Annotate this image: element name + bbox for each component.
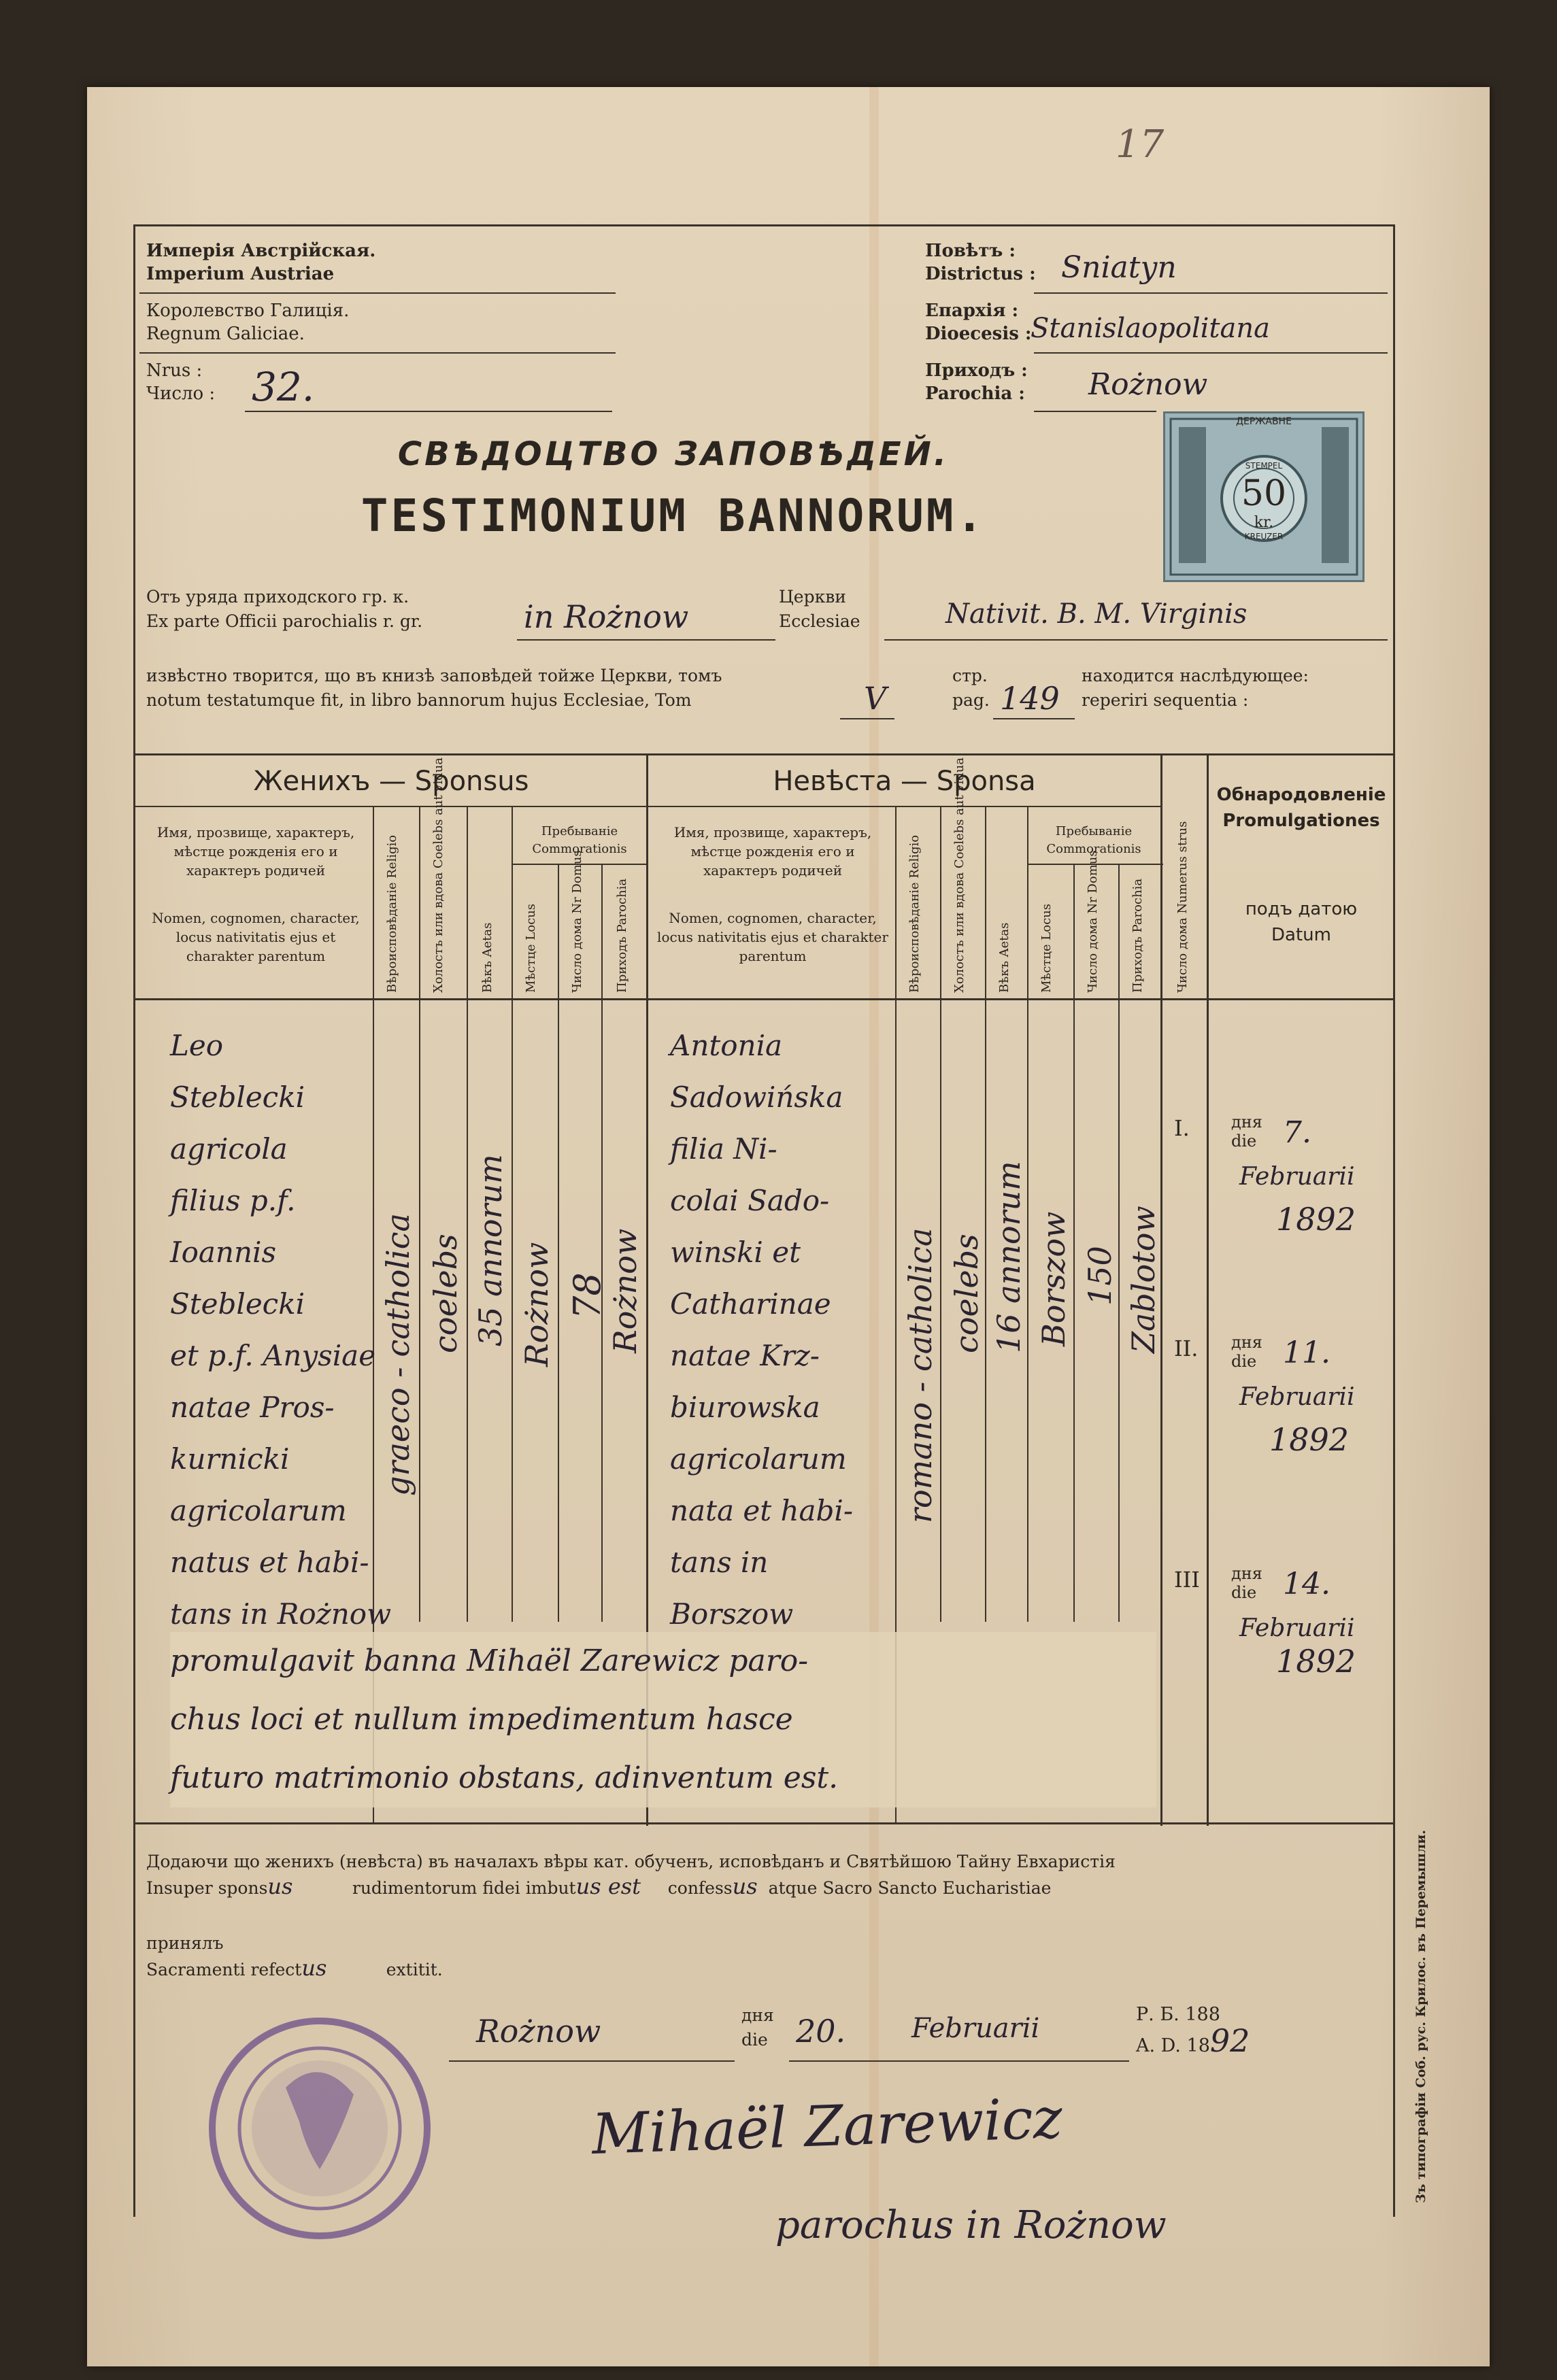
- dioecesis-label: Dioecesis :: [925, 324, 1032, 344]
- groom-line: filius p.f.: [170, 1184, 296, 1217]
- dioecesis-value: Stanislaopolitana: [1031, 313, 1270, 344]
- eparchia-label: Епархія :: [925, 301, 1019, 321]
- promulgation-day: 11.: [1283, 1336, 1330, 1370]
- col-rule: [1073, 864, 1075, 1622]
- col-rule: [1118, 864, 1120, 1622]
- header-parochia: [925, 359, 1028, 405]
- bride-heading: Невѣста — Sponsa: [773, 766, 1036, 797]
- intro-office: [146, 585, 422, 634]
- bride-coelebs-value: coelebs: [948, 1234, 985, 1353]
- stamp-ring-top: STEMPEL: [1245, 461, 1283, 471]
- intro-book-ru: извѣстно творится, що въ книзѣ заповѣдей тойже Церкви, томъ: [146, 666, 722, 685]
- bride-col-coelebs: Холостъ или вдова Coelebs aut vidua: [952, 757, 967, 993]
- bride-col-parochia: Приходъ Parochia: [1131, 878, 1145, 993]
- groom-line: natae Pros-: [170, 1391, 335, 1424]
- bride-line: filia Ni-: [670, 1132, 777, 1166]
- kingdom-la: Regnum Galiciae.: [146, 324, 305, 344]
- bride-name-col-ru: Имя, прозвище, характеръ, мѣстце рожденія его и характеръ родичей: [673, 824, 872, 879]
- groom-col-domus: Число дома Nr Domus: [570, 850, 584, 993]
- rule: [993, 718, 1075, 719]
- bride-commorationis: Пребываніе Commorationis: [1046, 824, 1141, 856]
- printer-imprint: Зъ типографіи Соб. рус. Крилос. въ Перемышли.: [1413, 1830, 1428, 2203]
- groom-domus-value: 78: [566, 1272, 609, 1319]
- promulgation-day: 7.: [1283, 1115, 1311, 1150]
- bride-line: colai Sado-: [670, 1184, 830, 1217]
- bride-col-aetas: Вѣкъ Aetas: [997, 922, 1011, 993]
- footer-date-day: 20.: [796, 2013, 846, 2050]
- footer-ad: A. D. 18: [1136, 2035, 1210, 2056]
- stamp-top-text: ДЕРЖАВНЕ: [1236, 416, 1292, 427]
- promulgation-roman: III: [1174, 1567, 1200, 1593]
- church-value: Nativit. B. M. Virginis: [945, 598, 1248, 630]
- promulgation-roman: II.: [1174, 1336, 1199, 1361]
- promulgation-month: Februarii: [1239, 1383, 1355, 1411]
- bride-line: agricolarum: [670, 1442, 847, 1476]
- remark-text: [170, 1632, 1156, 1807]
- tom-value: V: [864, 680, 887, 717]
- priest-signature: Mihaël Zarewicz: [590, 2086, 1064, 2168]
- footer-ru-2: принялъ: [146, 1933, 224, 1953]
- page-value: 149: [1000, 680, 1060, 717]
- chislo-label: Число :: [146, 384, 216, 404]
- rule: [139, 292, 616, 294]
- groom-aetas-value: 35 annorum: [472, 1154, 509, 1346]
- bride-line: Catharinae: [670, 1287, 831, 1321]
- footer-fill: us: [267, 1873, 293, 1899]
- str-la: pag.: [952, 690, 990, 710]
- empire-ru: Имперія Австрійская.: [146, 241, 376, 261]
- parish-seal-icon: [204, 2013, 435, 2244]
- header-dioecesis: [925, 299, 1031, 345]
- promulgation-year: 1892: [1276, 1643, 1356, 1680]
- footer-fill: us est: [575, 1873, 641, 1899]
- footer-date-month: Februarii: [911, 2013, 1040, 2044]
- groom-line: tans in Rożnow: [170, 1597, 392, 1631]
- footer-die: die: [741, 2030, 768, 2050]
- bride-line: Sadowińska: [670, 1081, 843, 1114]
- church-ru: Церкви: [779, 587, 846, 607]
- bride-col-domus: Число дома Nr Domus: [1086, 850, 1100, 993]
- groom-col-aetas: Вѣкъ Aetas: [480, 922, 495, 993]
- rule: [139, 352, 616, 354]
- footer-fill: us: [732, 1873, 758, 1899]
- header-districtus: [925, 239, 1036, 286]
- bride-aetas-value: 16 annorum: [990, 1161, 1027, 1353]
- rule: [789, 2060, 1129, 2062]
- promulgation-month: Februarii: [1239, 1614, 1355, 1642]
- stamp-value: 50: [1241, 473, 1287, 514]
- die-label: die: [1231, 1132, 1257, 1151]
- die-label: die: [1231, 1352, 1257, 1371]
- bride-line: Antonia: [670, 1029, 783, 1062]
- intro-office-ru: Отъ уряда приходского гр. к.: [146, 587, 409, 607]
- rule: [1034, 352, 1388, 354]
- col-rule: [558, 864, 559, 1622]
- groom-line: Steblecki: [170, 1287, 305, 1321]
- frame-right: [1393, 224, 1395, 2217]
- bride-entry: [670, 1020, 853, 1640]
- intro-office-la: Ex parte Officii parochialis r. gr.: [146, 611, 423, 631]
- footer-la-1a: Insuper spons: [146, 1878, 268, 1898]
- header-empire: [146, 239, 375, 286]
- promul-la: Promulgationes: [1222, 811, 1380, 831]
- groom-line: Steblecki: [170, 1081, 305, 1114]
- tail-la: reperiri sequentia :: [1082, 690, 1249, 710]
- dnya-label: дня: [1231, 1333, 1262, 1352]
- date-heading: [1209, 896, 1393, 948]
- col-rule: [985, 806, 986, 1622]
- promulgation-day-label: [1231, 1333, 1262, 1371]
- footer-la-1d: atque Sacro Sancto Eucharistiae: [768, 1878, 1052, 1898]
- groom-line: Leo: [170, 1029, 224, 1062]
- title-la: TESTIMONIUM BANNORUM.: [361, 490, 986, 542]
- date-la: Datum: [1271, 925, 1331, 945]
- footer-la-1: [146, 1874, 1116, 1901]
- table-head-bottom: [133, 998, 1394, 1000]
- rule: [1034, 292, 1388, 294]
- groom-line: agricolarum: [170, 1494, 347, 1527]
- groom-entry: [170, 1020, 391, 1640]
- paper-crease: [869, 87, 879, 2366]
- church-la: Ecclesiae: [779, 611, 860, 631]
- groom-line: Ioannis: [170, 1236, 277, 1269]
- footer-la-2a: Sacramenti refect: [146, 1960, 302, 1979]
- bride-locus-value: Borszow: [1035, 1211, 1072, 1346]
- frame-left: [133, 224, 135, 2217]
- rule: [884, 639, 1388, 641]
- intro-book: [146, 664, 722, 713]
- dnya-label: дня: [1231, 1564, 1262, 1583]
- footer-la-1c: confess: [667, 1878, 733, 1898]
- col-rule: [467, 806, 468, 1622]
- rule: [840, 718, 894, 719]
- bride-line: winski et: [670, 1236, 801, 1269]
- remark-line: futuro matrimonio obstans, adinventum est.: [170, 1761, 839, 1795]
- intro-book-la: notum testatumque fit, in libro bannorum hujus Ecclesiae, Tom: [146, 690, 692, 710]
- groom-col-religio: Вѣроисповѣданіе Religio: [385, 834, 399, 993]
- promulgation-day: 14.: [1283, 1567, 1330, 1601]
- remark-line: chus loci et nullum impedimentum hasce: [170, 1702, 793, 1737]
- title-ru: СВѢДОЦТВО ЗАПОВѢДЕЙ.: [397, 435, 950, 473]
- promul-ru: Обнародовленіе: [1216, 785, 1386, 805]
- groom-line: agricola: [170, 1132, 288, 1166]
- districtus-value: Sniatyn: [1061, 250, 1177, 285]
- frame-top: [133, 224, 1394, 226]
- promulgation-roman: I.: [1174, 1115, 1190, 1141]
- promulgations-heading: [1209, 782, 1393, 834]
- nrus-label: Nrus :: [146, 360, 203, 381]
- rule: [449, 2060, 735, 2062]
- str-ru: стр.: [952, 666, 988, 685]
- parochia-label: Parochia :: [925, 384, 1025, 404]
- districtus-label: Districtus :: [925, 264, 1036, 284]
- parochia-value: Rożnow: [1088, 367, 1208, 402]
- bride-line: biurowska: [670, 1391, 820, 1424]
- col-rule: [512, 806, 513, 1622]
- rule: [517, 639, 775, 641]
- col-rule: [1207, 753, 1209, 1826]
- footer-la-2: [146, 1956, 443, 1982]
- footer-ru-1: Додаючи що женихъ (невѣста) въ началахъ вѣры кат. обученъ, исповѣданъ и Святѣйшою Тайну Евхаристія: [146, 1852, 1116, 1871]
- groom-name-col-ru: Имя, прозвище, характеръ, мѣстце рожденія его и характеръ родичей: [156, 824, 355, 879]
- empire-la: Imperium Austriae: [146, 264, 335, 284]
- col-rule: [940, 806, 941, 1622]
- groom-col-coelebs: Холостъ или вдова Coelebs aut vidua: [431, 757, 446, 993]
- revenue-stamp: [1163, 411, 1365, 582]
- die-label: die: [1231, 1583, 1257, 1602]
- footer-la-2b: extitit.: [386, 1960, 443, 1979]
- priest-role: parochus in Rożnow: [775, 2203, 1167, 2247]
- bride-line: natae Krz-: [670, 1339, 820, 1372]
- col-rule: [1027, 806, 1028, 1622]
- remark-line: promulgavit banna Mihaël Zarewicz paro-: [170, 1644, 809, 1678]
- folio-number: 17: [1116, 122, 1165, 167]
- bride-col-locus: Мѣстце Locus: [1039, 904, 1054, 993]
- table-bottom: [133, 1822, 1394, 1824]
- stamp-unit: kr.: [1254, 514, 1274, 531]
- groom-line: kurnicki: [170, 1442, 290, 1476]
- col-rule: [419, 806, 420, 1622]
- table-top: [133, 753, 1394, 755]
- footer-la-1b: rudimentorum fidei imbut: [352, 1878, 576, 1898]
- header-kingdom: [146, 299, 349, 345]
- rule: [1034, 411, 1156, 412]
- groom-line: natus et habi-: [170, 1546, 369, 1579]
- prikhod-label: Приходъ :: [925, 360, 1028, 381]
- groom-religio-value: graeco - catholica: [380, 1213, 416, 1496]
- footer-day-label: [741, 2003, 774, 2052]
- footer-year-fill: 92: [1209, 2022, 1250, 2059]
- footer-dnya: дня: [741, 2005, 774, 2025]
- intro-tail: [1082, 664, 1309, 713]
- promulgation-year: 1892: [1269, 1421, 1350, 1458]
- groom-locus-value: Rożnow: [518, 1242, 555, 1367]
- promulgation-day-label: [1231, 1112, 1262, 1151]
- bride-religio-value: romano - catholica: [902, 1227, 939, 1523]
- bride-name-col-la: Nomen, cognomen, character, locus nativitatis ejus et charakter parentum: [657, 910, 888, 964]
- footer-fill: us: [301, 1955, 327, 1981]
- bride-line: Borszow: [670, 1597, 794, 1631]
- groom-line: et p.f. Anysiae: [170, 1339, 376, 1372]
- groom-name-col-la: Nomen, cognomen, character, locus nativitatis ejus et charakter parentum: [152, 910, 360, 964]
- rule: [245, 411, 612, 412]
- bride-col-religio: Вѣроисповѣданіе Religio: [907, 834, 922, 993]
- footer-year-label: [1136, 2002, 1250, 2059]
- promulgation-day-label: [1231, 1564, 1262, 1602]
- kingdom-ru: Королевство Галиція.: [146, 301, 350, 321]
- header-number: [146, 359, 215, 405]
- bride-domus-value: 150: [1082, 1246, 1118, 1306]
- bride-line: tans in: [670, 1546, 769, 1579]
- promulgation-year: 1892: [1276, 1201, 1356, 1238]
- groom-heading: Женихъ — Sponsus: [253, 766, 529, 797]
- promulgation-month: Februarii: [1239, 1163, 1355, 1191]
- groom-commorationis: Пребываніе Commorationis: [532, 824, 627, 856]
- intro-church: [779, 585, 860, 634]
- intro-page: [952, 664, 990, 713]
- footer-rb: Р. Б. 188: [1136, 2004, 1220, 2025]
- tail-ru: находится наслѣдующее:: [1082, 666, 1309, 685]
- bride-parochia-value: Zablotow: [1125, 1206, 1162, 1353]
- bride-line: nata et habi-: [670, 1494, 854, 1527]
- groom-col-parochia: Приходъ Parochia: [615, 878, 629, 993]
- number-value: 32.: [252, 364, 315, 410]
- footer-line-1: [146, 1850, 1116, 1901]
- groom-col-locus: Мѣстце Locus: [524, 904, 538, 993]
- dnya-label: дня: [1231, 1112, 1262, 1132]
- intro-office-value: in Rożnow: [524, 598, 689, 635]
- col-numerus: Число дома Numerus strus: [1175, 821, 1190, 993]
- groom-coelebs-value: coelebs: [427, 1234, 464, 1353]
- stamp-ring-bottom: KREUZER: [1244, 532, 1284, 541]
- groom-parochia-value: Rożnow: [607, 1228, 643, 1353]
- date-ru: подъ датою: [1245, 899, 1358, 919]
- footer-line-2: [146, 1931, 443, 1982]
- povet-label: Повѣтъ :: [925, 241, 1016, 261]
- col-rule: [601, 864, 603, 1622]
- footer-place: Rożnow: [476, 2013, 601, 2050]
